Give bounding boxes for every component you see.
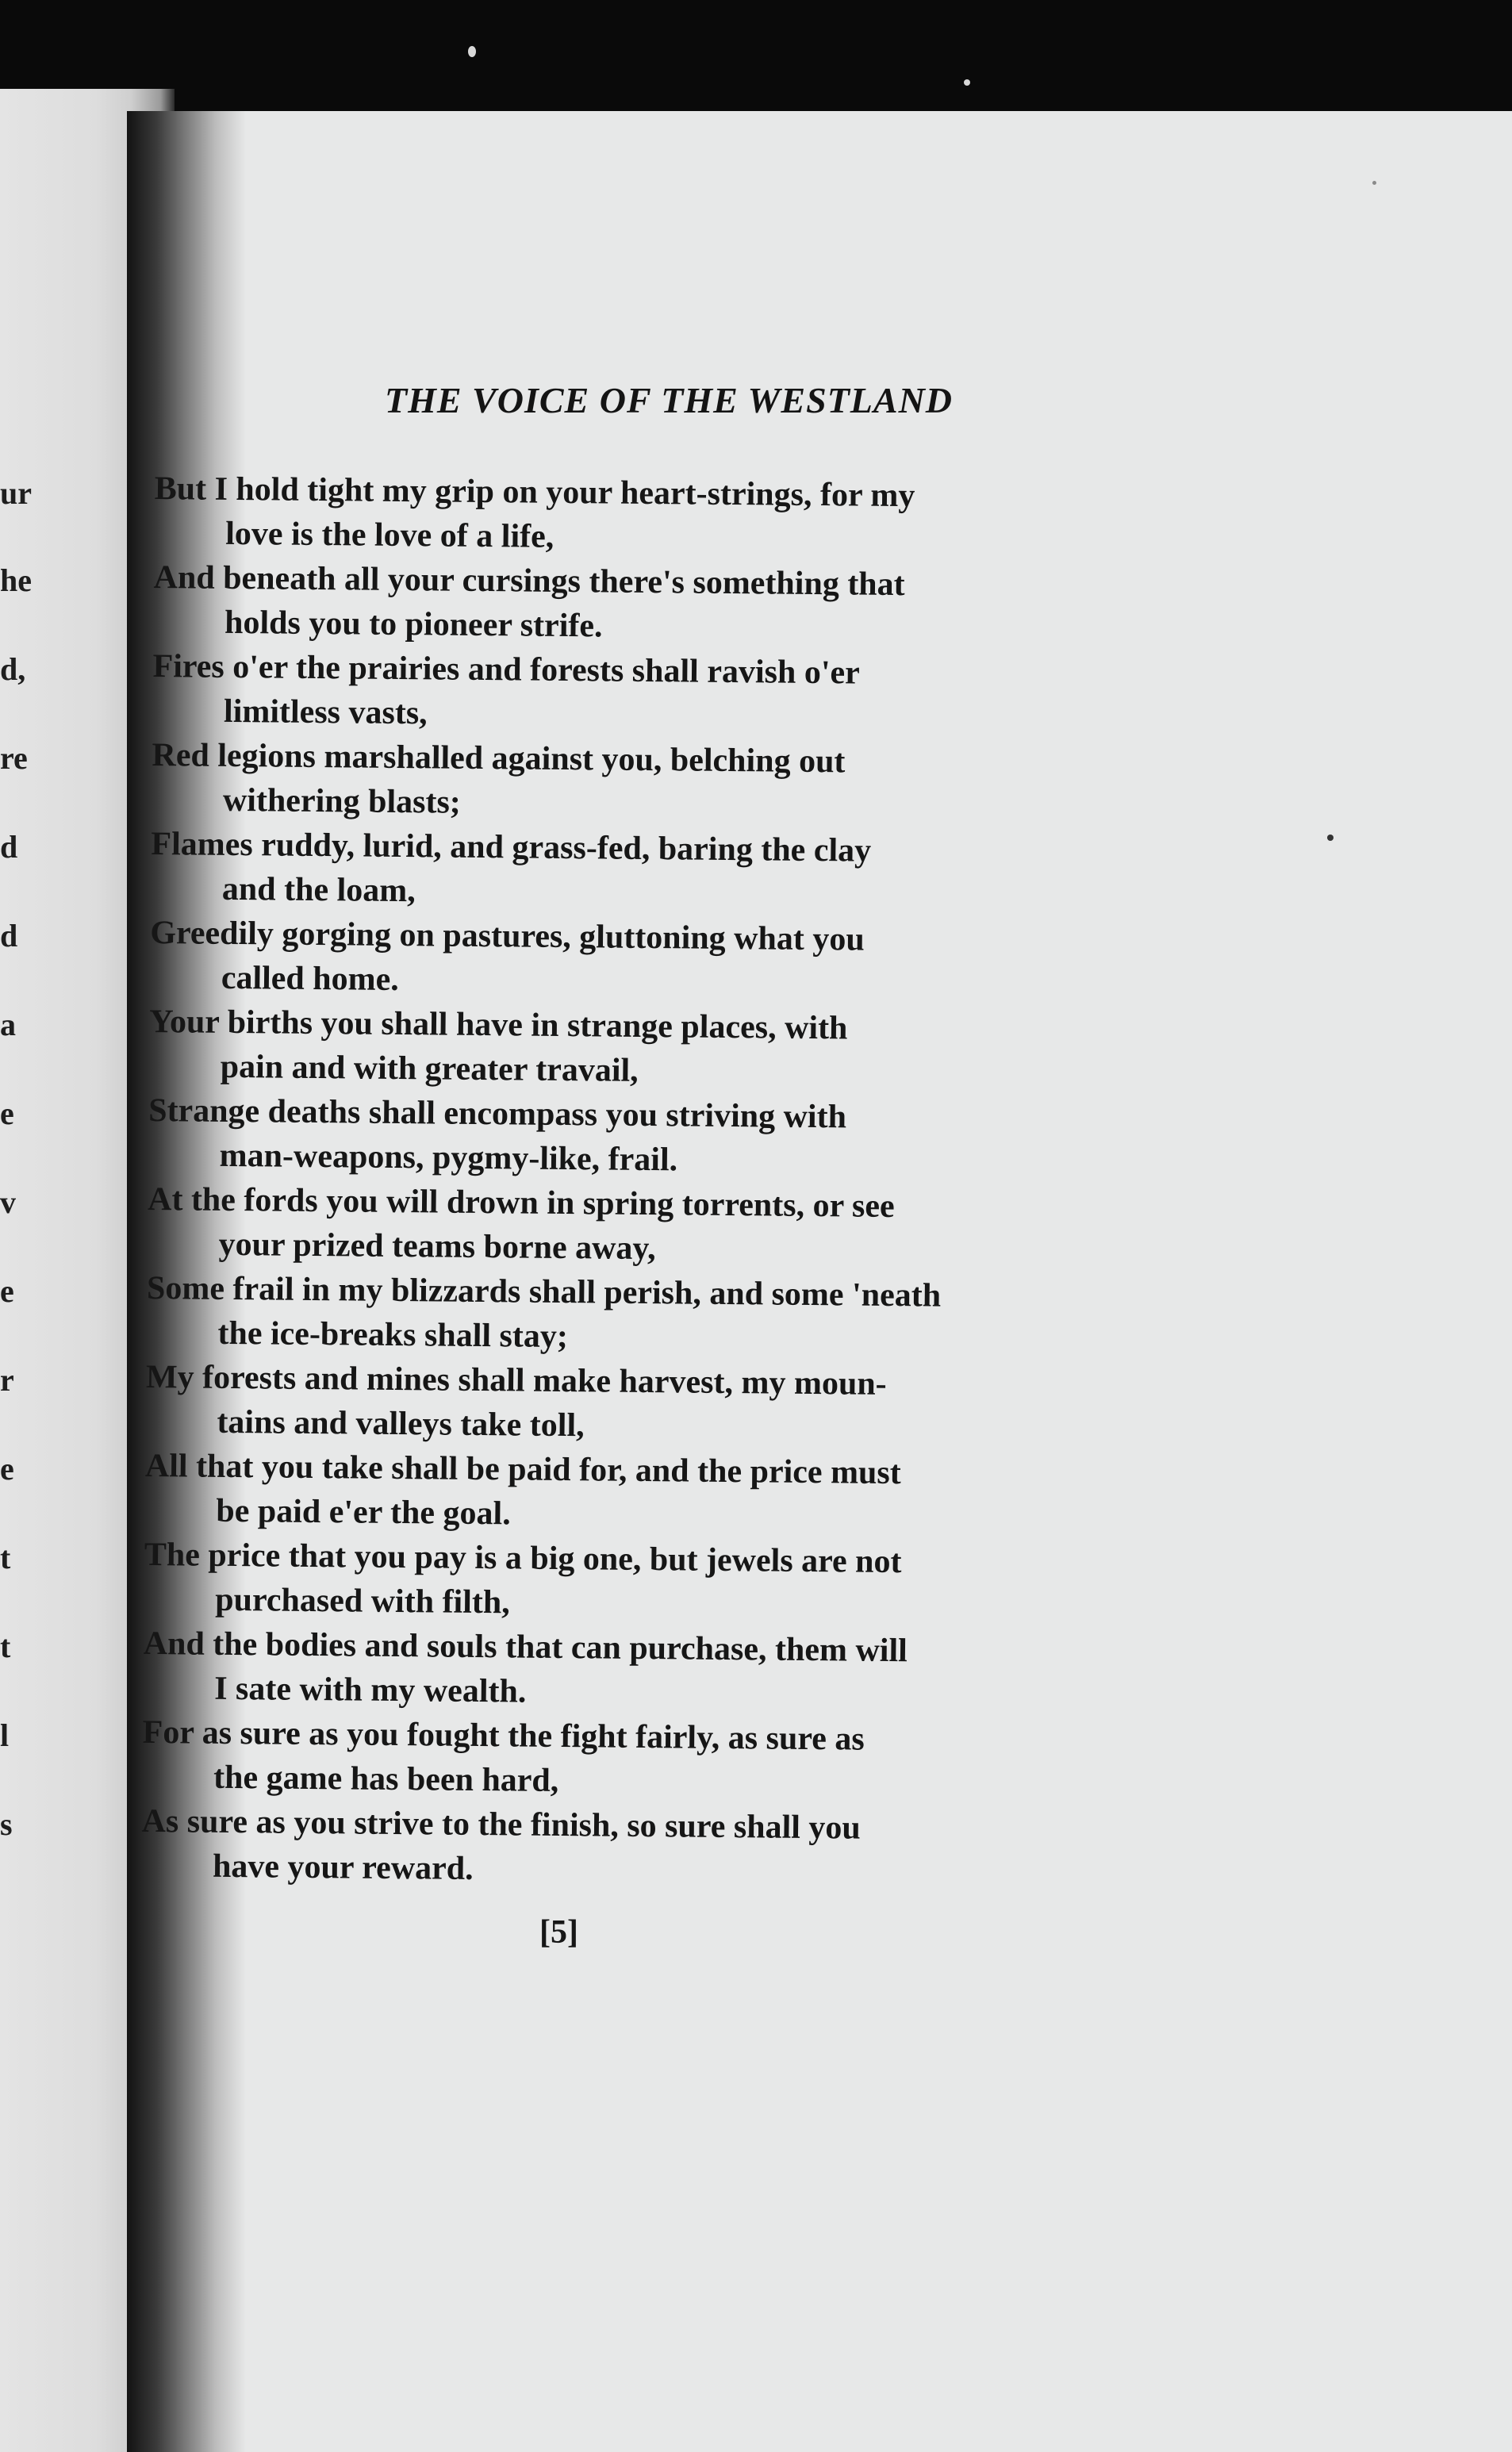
poem-line-continuation: purchased with filth, [215, 1581, 510, 1621]
poem-line-continuation: be paid e'er the goal. [216, 1492, 511, 1533]
previous-page-fragment: r [0, 1362, 14, 1398]
previous-page-text-fragments [0, 89, 48, 2452]
poem-line-continuation: withering blasts; [222, 781, 462, 821]
poem-line: Some frail in my blizzards shall perish, and some 'neath [146, 1269, 942, 1314]
poem-lines [141, 466, 1186, 1898]
poem-line: As sure as you strive to the finish, so sure shall you [141, 1802, 862, 1847]
poem-line-continuation: man-weapons, pygmy-like, frail. [219, 1137, 678, 1179]
poem-line: For as sure as you fought the fight fairly, as sure as [142, 1713, 865, 1758]
previous-page-fragment: d [0, 829, 18, 865]
previous-page-fragment: e [0, 1451, 14, 1487]
poem-line: At the fords you will drown in spring torrents, or see [147, 1180, 895, 1225]
poem-line: All that you take shall be paid for, and the price must [144, 1447, 901, 1492]
previous-page-fragment: l [0, 1717, 10, 1753]
poem-line-continuation: holds you to pioneer strife. [224, 604, 603, 645]
poem-line: Your births you shall have in strange places, with [149, 1003, 848, 1047]
previous-page-fragment: v [0, 1184, 16, 1220]
poem-line-continuation: pain and with greater travail, [220, 1048, 639, 1089]
previous-page-fragment: re [0, 740, 28, 776]
poem-line-continuation: limitless vasts, [223, 693, 428, 732]
poem-line: My forests and mines shall make harvest, my moun- [145, 1358, 887, 1403]
previous-page-fragment: ur [0, 475, 32, 511]
poem-line: Strange deaths shall encompass you striving with [148, 1092, 847, 1136]
previous-page-fragment: s [0, 1806, 13, 1842]
poem-line: But I hold tight my grip on your heart-strings, for my [154, 470, 915, 515]
poem-line-continuation: tains and valleys take toll, [217, 1403, 585, 1445]
poem-line: Red legions marshalled against you, belching out [152, 736, 846, 781]
poem-line: Fires o'er the prairies and forests shall ravish o'er [152, 647, 861, 692]
poem-line-continuation: the game has been hard, [213, 1759, 559, 1799]
poem-body [141, 466, 1186, 1888]
page-mark [1327, 835, 1334, 841]
poem-line: The price that you pay is a big one, but jewels are not [144, 1536, 902, 1581]
page-number: [5] [539, 1914, 578, 1951]
poem-line-continuation: love is the love of a life, [224, 515, 555, 555]
poem-line-continuation: I sate with my wealth. [213, 1670, 527, 1710]
previous-page-fragment: e [0, 1096, 14, 1131]
previous-page-fragment: he [0, 562, 32, 598]
previous-page-fragment: t [0, 1540, 11, 1575]
previous-page-fragment: t [0, 1629, 11, 1664]
page-title: THE VOICE OF THE WESTLAND [385, 380, 954, 420]
page-mark [1372, 181, 1376, 185]
poem-line: And the bodies and souls that can purchase, them will [143, 1625, 908, 1670]
previous-page-fragment: a [0, 1007, 16, 1042]
poem-line: Greedily gorging on pastures, gluttoning what you [150, 914, 865, 958]
previous-page-fragment: e [0, 1273, 14, 1309]
poem-line-continuation: and the loam, [221, 870, 416, 910]
dust-speck [468, 46, 476, 57]
poem-line: And beneath all your cursings there's something that [153, 558, 905, 604]
poem-line-continuation: the ice-breaks shall stay; [217, 1314, 569, 1356]
poem-line-continuation: called home. [221, 959, 399, 998]
previous-page-fragment: d, [0, 651, 26, 687]
poem-line: Flames ruddy, lurid, and grass-fed, baring the clay [151, 825, 872, 869]
poem-line-continuation: have your reward. [212, 1848, 474, 1887]
dust-speck [964, 79, 970, 86]
previous-page-fragment: d [0, 918, 18, 954]
poem-line-continuation: your prized teams borne away, [218, 1226, 656, 1268]
